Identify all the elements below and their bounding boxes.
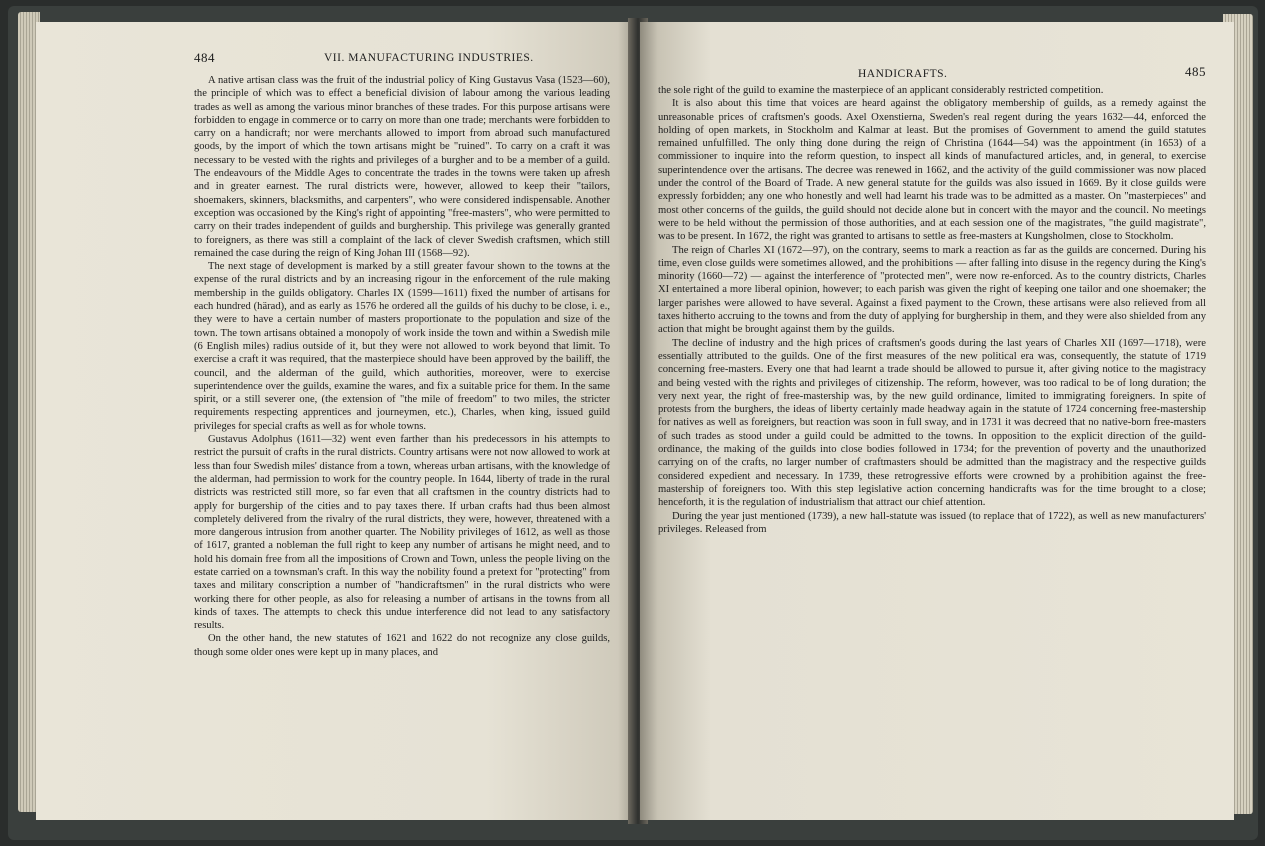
running-title: HANDICRAFTS. — [858, 68, 948, 80]
paragraph: During the year just mentioned (1739), a new hall-statute was issued (to replace that of 1722), as well as new manufacturers' privileges. Released from — [658, 510, 1206, 535]
paragraph: Gustavus Adolphus (1611—32) went even farther than his predecessors in his attempts to restrict the pursuit of crafts in the rural districts. Country artisans were not now allowed to work at less than four Swedish miles' distance from a town, whereas urban artisans, with the knowledge of the alderman, had permission to work for the country people. In 1644, liberty of trade in the rural districts was restricted still more, so far even that all craftsmen in the country districts had to apply for burgership of the cities and to pay taxes there. If urban crafts had thus been almost completely delivered from the rivalry of the rural districts, they were, however, threatened with a more dangerous intrusion from another quarter. The Nobility privileges of 1612, as well as those of 1617, granted a nobleman the full right to keep any number of artisans he might need, and to hold his domain free from all the impositions of Crown and Town, unless the people living on the estate carried on a townsman's craft. In this way the nobility found a pretext for "protecting" from taxes and military conscription a number of "handicraftsmen" in the rural districts who were working there for other people, as also for releasing a number of artisans in the towns from all kinds of taxes. The attempts to check this undue interference did not lead to any satisfactory results. — [194, 434, 610, 632]
right-page — [640, 22, 1234, 820]
page-number: 485 — [1185, 64, 1206, 79]
paragraph: The reign of Charles XI (1672—97), on the contrary, seems to mark a reaction as far as the guilds are concerned. During his time, even close guilds were sometimes allowed, and the prohibitions — after falling into disuse in the regency during the King's minority (1660—72) — against the interference of "protected men", were now re-enforced. As to the country districts, Charles XI entertained a more liberal opinion, however; to each parish was given the right of keeping one tailor and one shoemaker; the larger parishes were allowed to have several. Against a fixed payment to the Crown, these artisans were also relieved from all taxes hitherto accruing to the towns and from the duty of applying for burghership in them, and they were also shielded from any action that might be brought against them by the guilds. — [658, 244, 1206, 336]
paragraph: A native artisan class was the fruit of the industrial policy of King Gustavus Vasa (1523—60), the principle of which was to effect a beneficial division of labour among the various leading trades as well as among the various minor branches of these trades. For this purpose artisans were forbidden to engage in commerce or to carry on more than one trade; merchants were forbidden to carry on a handicraft; nor were merchants allowed to import from abroad such manufactured goods, by the import of which the town artisans might be "ruined". To carry on a craft it was necessary to be vested with the rights and privileges of a burgher and to be a member of a guild. The endeavours of the Middle Ages to concentrate the trades in the towns were taken up afresh and in greater earnest. The rural districts were, however, allowed to keep their "tailors, shoemakers, skinners, blacksmiths, and carpenters", who were considered indispensable. Another exception was occasioned by the King's right of appointing "free-masters", who were permitted to carry on their trades independent of guilds and burghership. This privilege was generally granted to foreigners, as there was still a complaint of the lack of clever Swedish craftsmen, which still remained the case during the reign of King Johan III (1568—92). — [194, 75, 610, 259]
right-page-text — [658, 84, 1206, 536]
paragraph: The decline of industry and the high prices of craftsmen's goods during the last years of Charles XII (1697—1718), were essentially attributed to the guilds. One of the first measures of the new political era was, consequently, the statute of 1719 concerning free-masters. Every one that had learnt a trade should be allowed to pursue it, after giving notice to the magistracy and being vested with the rights and privileges of citizenship. The reform, however, was too radical to be of long duration; the very next year, the right of free-mastership was, by the new guild ordinance, limited to immigrating foreigners. In spite of protests from the burghers, the ideas of liberty certainly made headway again in the statute of 1724 concerning free-mastership for natives as well as foreigners, but reaction was soon in full sway, and in 1731 it was decreed that no native-born free-masters of such trades as stood under a guild could be admitted to the towns. In opposition to the explicit direction of the guild-ordinance, the making of the guilds into close bodies followed in 1734; for the prevention of poverty and the unauthorized carrying on of the crafts, no larger number of craftmasters should be admitted than the magistracy and the respective guilds considered expedient and necessary. In 1739, these retrogressive efforts were crowned by a prohibition against the free-mastership of foreigners too. With this step legislative action concerning handicrafts was for the time brought to a close; henceforth, it is the regulation of industrialism that attract our chief attention. — [658, 337, 1206, 509]
paragraph: the sole right of the guild to examine the masterpiece of an applicant considerably restricted competition. — [658, 85, 1104, 96]
left-page-header — [194, 52, 610, 68]
left-page — [36, 22, 636, 820]
right-page-header — [658, 62, 1206, 78]
paragraph: On the other hand, the new statutes of 1621 and 1622 do not recognize any close guilds, though some older ones were kept up in many places, and — [194, 633, 610, 658]
running-title: VII. MANUFACTURING INDUSTRIES. — [324, 52, 534, 64]
page-number: 484 — [194, 50, 215, 65]
left-page-text — [194, 74, 610, 659]
paragraph: The next stage of development is marked by a still greater favour shown to the towns at the expense of the rural districts and by an increasing rigour in the enforcement of the rule making membership in the guilds obligatory. Charles IX (1599—1611) fixed the number of artisans for each hundred (härad), and as early as 1576 he ordered all the guilds of his duchy to be close, i. e., they were to have a certain number of masters proportionate to the population and size of the town. The town artisans obtained a monopoly of work inside the town and within a Swedish mile (6 English miles) radius outside of it, but they were not allowed to work beyond that limit. To exercise a craft it was required, that the masterpiece should have been approved by the bailiff, the council, and the alderman of the guild, which authorities, moreover, were to exercise superintendence over the guilds, examine the wares, and fix a suitable price for them. In the same spirit, or a still severer one, (the extension of "the mile of freedom" to two miles, the stricter requirements respecting apprentices and journeymen, etc.), Charles, when king, issued guild privileges for special crafts as well as for whole towns. — [194, 261, 610, 432]
paragraph: It is also about this time that voices are heard against the obligatory membership of guilds, as a remedy against the unreasonable prices of craftsmen's goods. Axel Oxenstierna, Sweden's real regent during the years 1632—44, enforced the holding of open markets, in Stockholm and Kalmar at least. But the promises of Government to amend the guild statutes remained unfulfilled. The only thing done during the reign of Christina (1644—54) was the appointment (in 1653) of a commissioner to inquire into the reform question, to inspect all kinds of manufactured articles, and, in general, to exercise superintendence over the artisans. The decree was renewed in 1662, and the activity of the guild commissioner was now placed under the control of the Board of Trade. A new general statute for the guilds was also issued in 1669. By it close guilds were expressly forbidden; any one who honestly and well had learnt his trade was to be admitted as a master. On "masterpieces" and most other concerns of the guilds, the guild should not decide alone but in concert with the mayor and the council. No meetings were to be held without the permission of those authorities, and at each session one of the magistrates, "the guild magistrate", was to be present. In 1672, the right was granted to artisans to settle as free-masters at Kungsholmen, close to Stockholm. — [658, 98, 1206, 243]
